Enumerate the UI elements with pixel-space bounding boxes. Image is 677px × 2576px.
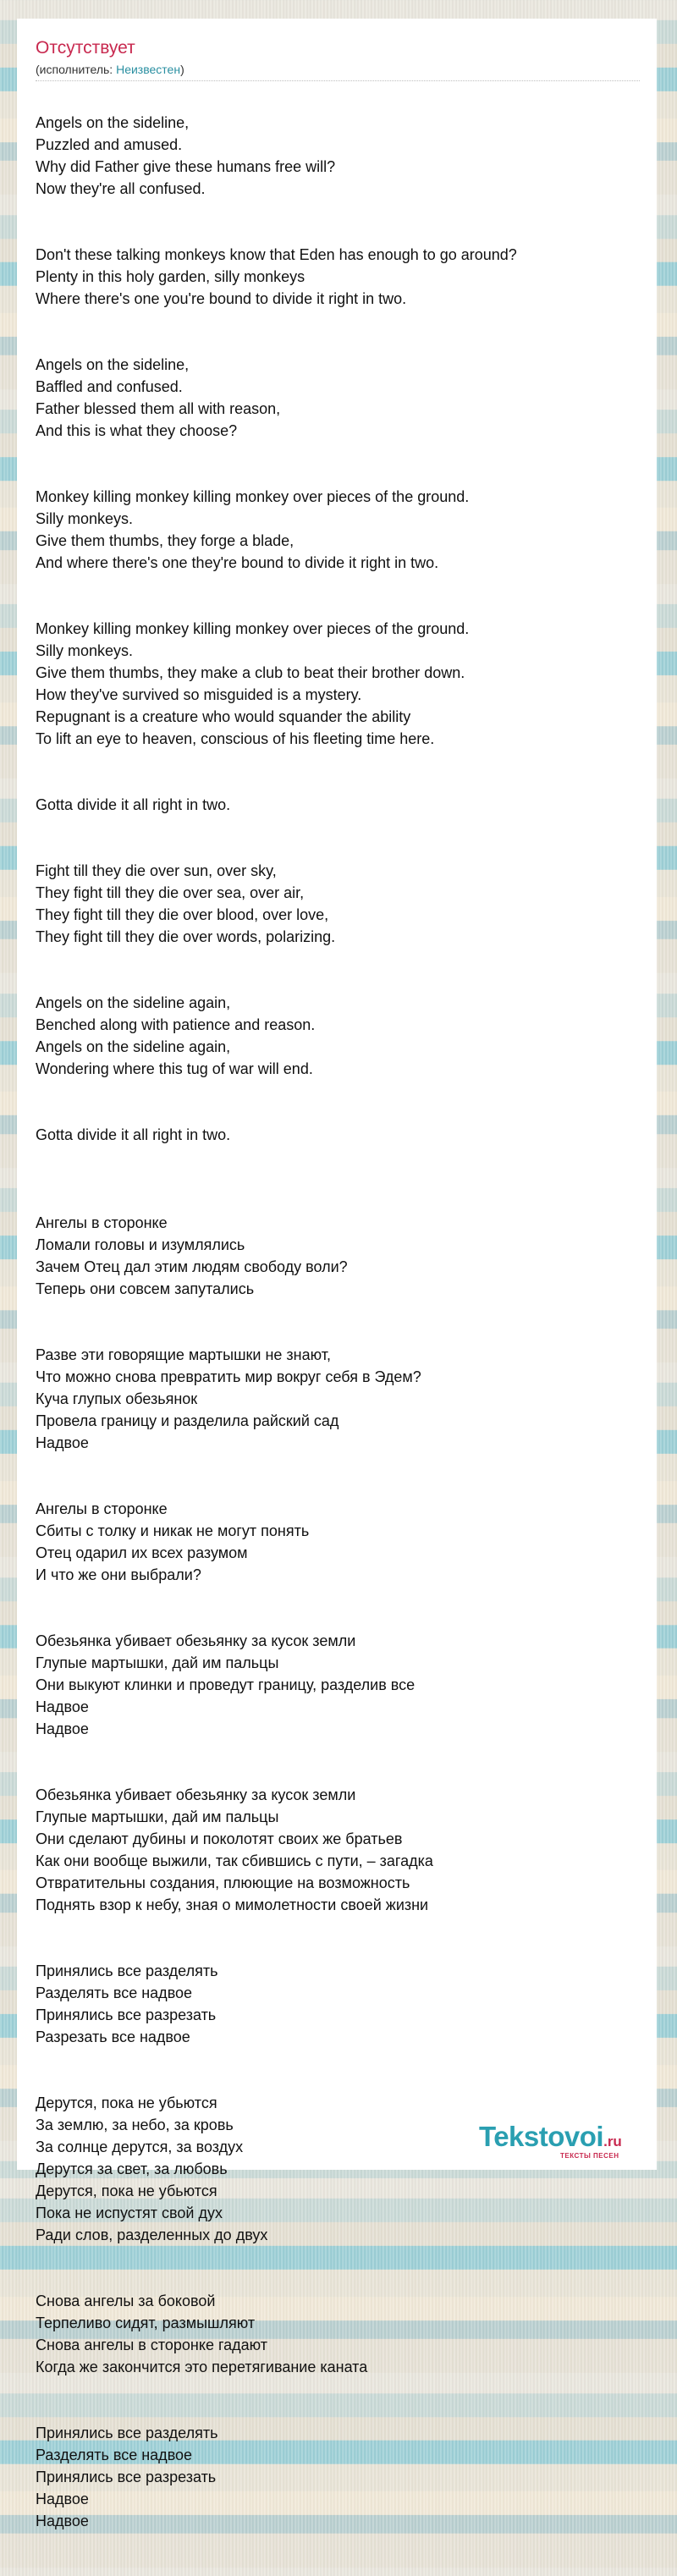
lyrics-stanza: Monkey killing monkey killing monkey over pieces of the ground. Silly monkeys. Give them thumbs, they forge a blade, And where there's one they're bound to divide it right in two. bbox=[36, 488, 470, 571]
lyrics-stanza: Angels on the sideline, Baffled and confused. Father blessed them all with reason, And this is what they choose? bbox=[36, 356, 281, 439]
header-divider bbox=[36, 80, 640, 81]
translation-stanza: Принялись все разделять Разделять все надвое Принялись все разрезать Надвое Надвое bbox=[36, 2425, 218, 2529]
performer-link[interactable]: Неизвестен bbox=[116, 63, 181, 76]
translation-stanza: Разве эти говорящие мартышки не знают, Что можно снова превратить мир вокруг себя в Эдем? Куча глупых обезьянок Провела границу и разделила райский сад Надвое bbox=[36, 1346, 421, 1451]
lyrics-stanza: Angels on the sideline again, Benched along with patience and reason. Angels on the sideline again, Wondering where this tug of war will end. bbox=[36, 994, 316, 1077]
translation-stanza: Снова ангелы за боковой Терпеливо сидят, размышляют Снова ангелы в сторонке гадают Когда же закончится это перетягивание каната bbox=[36, 2293, 368, 2375]
song-title: Отсутствует bbox=[36, 38, 135, 58]
lyrics-stanza: Gotta divide it all right in two. bbox=[36, 1126, 231, 1143]
translation-stanza: Обезьянка убивает обезьянку за кусок земли Глупые мартышки, дай им пальцы Они сделают дубины и поколотят своих же братьев Как они вообще выжили, так сбившись с пути, – загадка Отвратительны создания, плюющие на возможность Поднять взор к небу, зная о мимолетности своей жизни bbox=[36, 1786, 433, 1913]
lyrics-stanza: Don't these talking monkeys know that Eden has enough to go around? Plenty in this holy garden, silly monkeys Where there's one you're bound to divide it right in two. bbox=[36, 246, 517, 307]
translation-stanza: Принялись все разделять Разделять все надвое Принялись все разрезать Разрезать все надвое bbox=[36, 1962, 218, 2045]
translation-stanza: Ангелы в сторонке Ломали головы и изумлялись Зачем Отец дал этим людям свободу воли? Теперь они совсем запутались bbox=[36, 1214, 348, 1297]
lyrics-stanza: Monkey killing monkey killing monkey over pieces of the ground. Silly monkeys. Give them thumbs, they make a club to beat their brother down. How they've survived so misguided is a mystery. Repugnant is a creature who would squander the ability To lift an eye to heaven, conscious of his fleeting time here. bbox=[36, 620, 470, 747]
performer-line bbox=[36, 62, 184, 77]
lyrics-text bbox=[36, 90, 640, 2576]
logo-tagline: ТЕКСТЫ ПЕСЕН bbox=[560, 2152, 619, 2160]
lyrics-card bbox=[17, 19, 657, 2529]
performer-prefix: (исполнитель: bbox=[36, 63, 117, 76]
translation-stanza: Обезьянка убивает обезьянку за кусок земли Глупые мартышки, дай им пальцы Они выкуют клинки и проведут границу, разделив все Надвое Надвое bbox=[36, 1632, 416, 1737]
performer-suffix: ) bbox=[180, 63, 184, 76]
logo-name: Tekstovoi bbox=[479, 2121, 604, 2152]
lyrics-stanza: Gotta divide it all right in two. bbox=[36, 796, 231, 813]
translation-stanza: Ангелы в сторонке Сбиты с толку и никак не могут понять Отец одарил их всех разумом И что же они выбрали? bbox=[36, 1500, 310, 1583]
site-logo[interactable] bbox=[479, 2121, 657, 2163]
logo-tld: .ru bbox=[603, 2133, 622, 2149]
translation-stanza: Дерутся, пока не убьются За землю, за небо, за кровь За солнце дерутся, за воздух Дерутся за свет, за любовь Дерутся, пока не убьются Пока не испустят свой дух Ради слов, разделенных до двух bbox=[36, 2094, 268, 2243]
lyrics-stanza: Angels on the sideline, Puzzled and amused. Why did Father give these humans free will? Now they're all confused. bbox=[36, 114, 336, 197]
lyrics-stanza: Fight till they die over sun, over sky, They fight till they die over sea, over air, They fight till they die over blood, over love, They fight till they die over words, polarizing. bbox=[36, 862, 336, 945]
